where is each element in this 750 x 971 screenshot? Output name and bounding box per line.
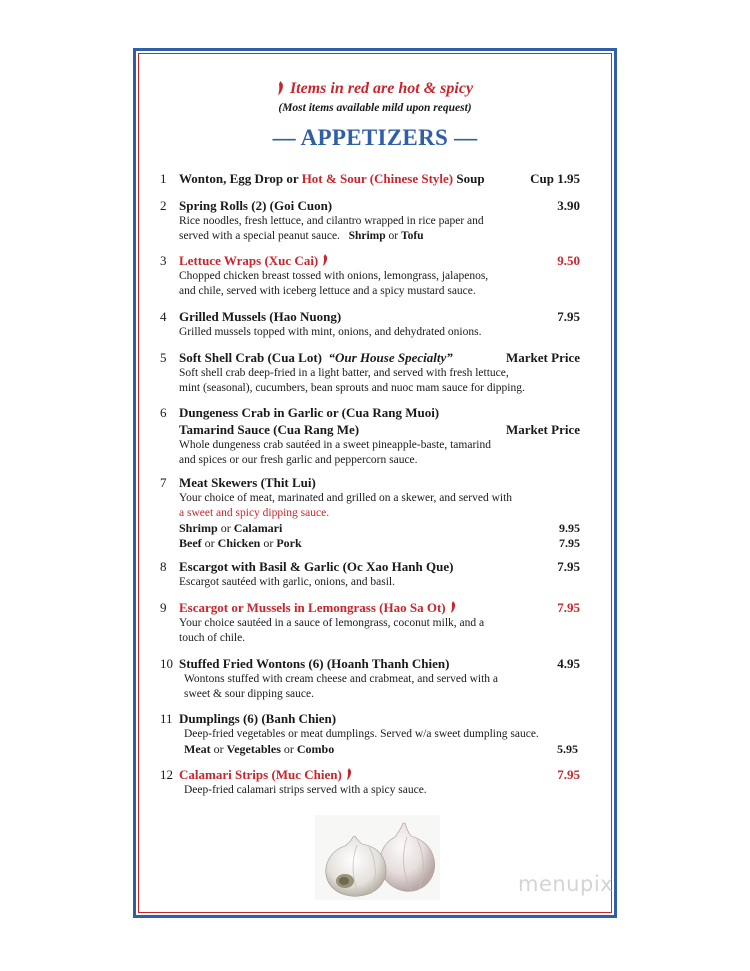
item-description: touch of chile. bbox=[179, 632, 246, 644]
option-row bbox=[179, 536, 580, 551]
item-name-text: Escargot or Mussels in Lemongrass (Hao Sa Ot) bbox=[179, 600, 446, 615]
chili-icon bbox=[322, 254, 328, 266]
item-number: 8 bbox=[160, 559, 167, 574]
item-name bbox=[179, 252, 328, 269]
item-number: 5 bbox=[160, 350, 167, 365]
chili-icon bbox=[346, 768, 352, 780]
item-name bbox=[179, 599, 456, 616]
item-description bbox=[179, 229, 580, 244]
item-price: 9.50 bbox=[557, 253, 580, 268]
option-row bbox=[179, 521, 580, 536]
item-name: Escargot with Basil & Garlic (Oc Xao Hanh Que) bbox=[179, 559, 454, 574]
watermark: menupix bbox=[518, 872, 614, 896]
item-number: 2 bbox=[160, 198, 167, 213]
item-description: Chopped chicken breast tossed with onions, lemongrass, jalapenos, bbox=[179, 270, 489, 282]
item-price: Market Price bbox=[506, 350, 580, 365]
item-name: Dungeness Crab in Garlic or (Cua Rang Muoi) bbox=[179, 405, 440, 420]
option-or: or bbox=[260, 536, 277, 550]
item-price: 7.95 bbox=[557, 767, 580, 782]
item-name-part: Soup bbox=[453, 171, 485, 186]
menu-item-5 bbox=[160, 349, 580, 396]
option-or: or bbox=[280, 742, 297, 756]
item-description: sweet & sour dipping sauce. bbox=[184, 688, 314, 700]
item-number: 1 bbox=[160, 171, 167, 186]
menu-item-3 bbox=[160, 252, 580, 299]
item-description: Deep-fried vegetables or meat dumplings. Served w/a sweet dumpling sauce. bbox=[184, 728, 539, 740]
menu-item-6 bbox=[160, 404, 580, 468]
menu-item-9 bbox=[160, 599, 580, 646]
option-chicken: Chicken bbox=[217, 536, 261, 550]
item-description: Grilled mussels topped with mint, onions, and dehydrated onions. bbox=[179, 326, 482, 338]
item-name-hot-part: Hot & Sour (Chinese Style) bbox=[301, 171, 454, 186]
item-description: Rice noodles, fresh lettuce, and cilantro wrapped in rice paper and bbox=[179, 215, 484, 227]
item-description: Whole dungeness crab sautéed in a sweet pineapple-baste, tamarind bbox=[179, 439, 491, 451]
item-description: Deep-fried calamari strips served with a spicy sauce. bbox=[184, 784, 427, 796]
item-description: Escargot sautéed with garlic, onions, and basil. bbox=[179, 576, 396, 588]
item-number: 4 bbox=[160, 309, 167, 324]
item-number: 6 bbox=[160, 405, 167, 420]
option-price: 9.95 bbox=[559, 521, 580, 535]
option-or: or bbox=[217, 521, 234, 535]
item-price: 7.95 bbox=[557, 309, 580, 324]
menu-item-2 bbox=[160, 197, 580, 244]
item-name-text: Lettuce Wraps (Xuc Cai) bbox=[179, 253, 319, 268]
chili-icon bbox=[450, 601, 456, 613]
menu-item-10 bbox=[160, 655, 580, 702]
option-shrimp: Shrimp bbox=[348, 230, 386, 242]
item-name bbox=[179, 766, 352, 783]
option-or: or bbox=[385, 230, 401, 242]
item-name: Stuffed Fried Wontons (6) (Hoanh Thanh Chien) bbox=[179, 656, 450, 671]
item-price: 3.90 bbox=[557, 198, 580, 213]
item-number: 7 bbox=[160, 475, 167, 490]
option-meat: Meat bbox=[184, 742, 211, 756]
garlic-image bbox=[315, 815, 440, 900]
section-title: — APPETIZERS — bbox=[272, 125, 478, 150]
menu-item-4 bbox=[160, 308, 580, 340]
item-description: Your choice of meat, marinated and grilled on a skewer, and served with bbox=[179, 492, 513, 504]
item-name bbox=[179, 170, 485, 187]
hot-note-text: Items in red are hot & spicy bbox=[289, 80, 474, 97]
option-price: 7.95 bbox=[559, 536, 580, 550]
option-pork: Pork bbox=[276, 536, 302, 550]
description-text: served with a special peanut sauce. bbox=[179, 230, 340, 242]
item-price: 7.95 bbox=[557, 559, 580, 574]
mild-note: (Most items available mild upon request) bbox=[278, 102, 472, 114]
option-row bbox=[184, 742, 580, 757]
menu-item-11 bbox=[160, 710, 580, 757]
option-vegetables: Vegetables bbox=[226, 742, 281, 756]
menu-item-7 bbox=[160, 474, 580, 551]
item-description: Your choice sautéed in a sauce of lemongrass, coconut milk, and a bbox=[179, 617, 485, 629]
option-price: 5.95 bbox=[557, 742, 578, 756]
item-number: 9 bbox=[160, 600, 167, 615]
option-or: or bbox=[210, 742, 227, 756]
item-name: Spring Rolls (2) (Goi Cuon) bbox=[179, 198, 333, 213]
item-price: Market Price bbox=[506, 422, 580, 437]
hot-spicy-note bbox=[0, 80, 750, 98]
item-number: 10 bbox=[160, 656, 173, 671]
option-or: or bbox=[201, 536, 218, 550]
item-description: and spices or our fresh garlic and peppercorn sauce. bbox=[179, 454, 418, 466]
option-calamari: Calamari bbox=[233, 521, 283, 535]
item-name-text: Calamari Strips (Muc Chien) bbox=[179, 767, 342, 782]
item-number: 3 bbox=[160, 253, 167, 268]
item-name: Dumplings (6) (Banh Chien) bbox=[179, 711, 337, 726]
item-name bbox=[179, 349, 453, 366]
item-description-spicy: a sweet and spicy dipping sauce. bbox=[179, 507, 330, 519]
item-price: Cup 1.95 bbox=[530, 171, 580, 186]
menu-item-1 bbox=[160, 170, 580, 187]
menu-item-12 bbox=[160, 766, 580, 798]
item-name-line2: Tamarind Sauce (Cua Rang Me) bbox=[179, 422, 360, 437]
item-price: 7.95 bbox=[557, 600, 580, 615]
chili-icon bbox=[277, 81, 284, 95]
option-shrimp: Shrimp bbox=[179, 521, 218, 535]
item-description: Wontons stuffed with cream cheese and crabmeat, and served with a bbox=[184, 673, 499, 685]
option-combo: Combo bbox=[296, 742, 335, 756]
option-beef: Beef bbox=[179, 536, 202, 550]
item-description: mint (seasonal), cucumbers, bean sprouts and nuoc mam sauce for dipping. bbox=[179, 382, 525, 394]
item-number: 12 bbox=[160, 767, 173, 782]
item-name-text: Soft Shell Crab (Cua Lot) bbox=[179, 350, 323, 365]
item-price: 4.95 bbox=[557, 656, 580, 671]
item-name: Meat Skewers (Thit Lui) bbox=[179, 475, 316, 490]
menu-item-8 bbox=[160, 558, 580, 590]
item-name: Grilled Mussels (Hao Nuong) bbox=[179, 309, 342, 324]
item-number: 11 bbox=[160, 711, 173, 726]
item-description: and chile, served with iceberg lettuce and a spicy mustard sauce. bbox=[179, 285, 476, 297]
option-tofu: Tofu bbox=[400, 230, 424, 242]
house-specialty-tag: “Our House Specialty” bbox=[328, 350, 453, 365]
item-description: Soft shell crab deep-fried in a light batter, and served with fresh lettuce, bbox=[179, 367, 509, 379]
item-name-part: Wonton, Egg Drop or bbox=[179, 171, 302, 186]
